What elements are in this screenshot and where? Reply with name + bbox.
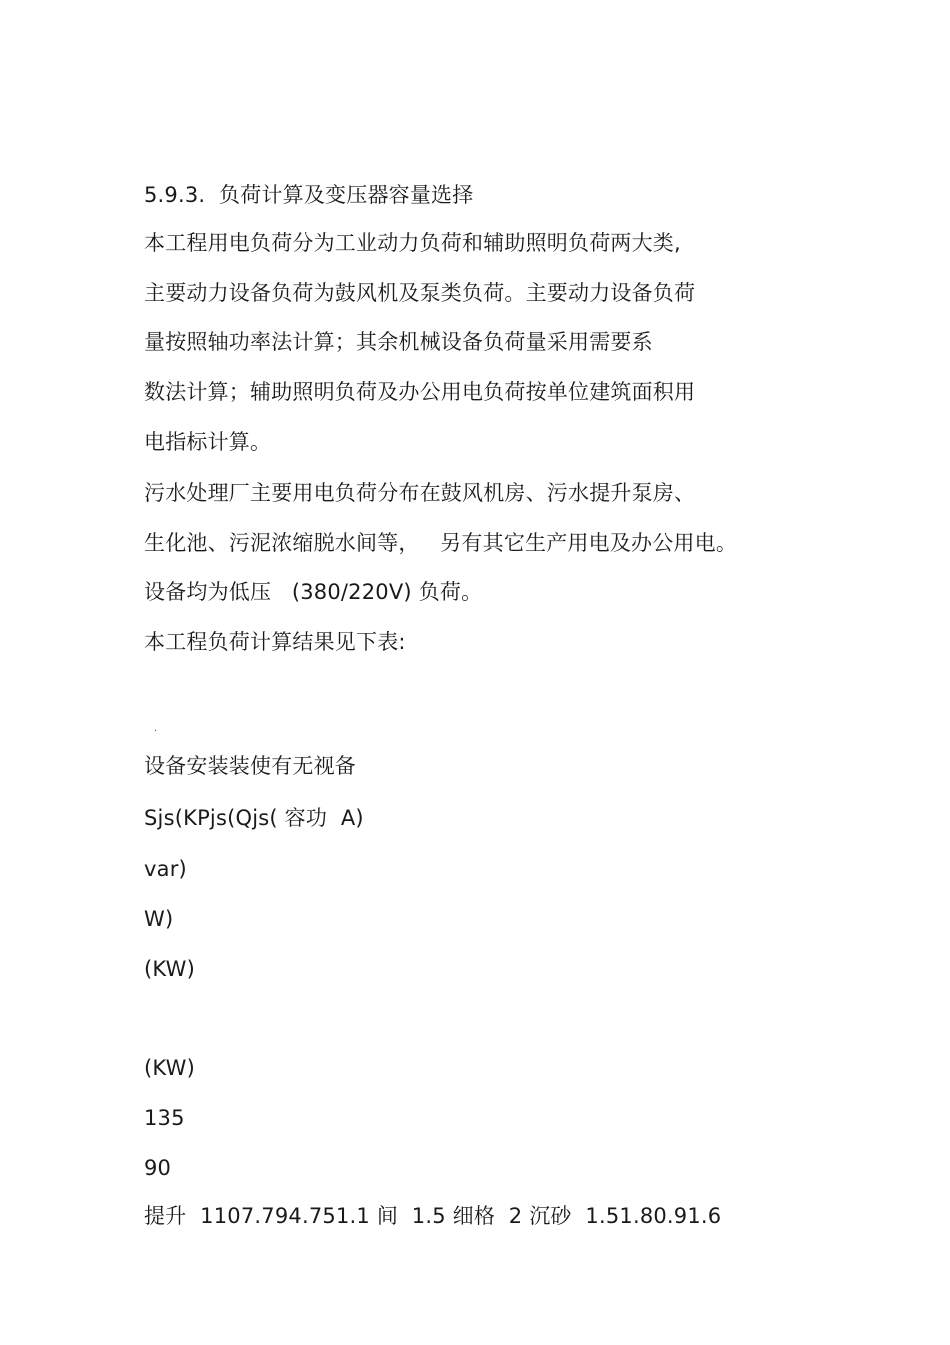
- paragraph1-line-1: 本工程用电负荷分为工业动力负荷和辅助照明负荷两大类,: [144, 231, 681, 255]
- table-fragment-5: (KW): [144, 957, 195, 981]
- paragraph2-line-3: 设备均为低压 (380/220V) 负荷。: [144, 580, 483, 604]
- table-fragment-7: 135: [144, 1106, 185, 1130]
- paragraph1-line-5: 电指标计算。: [144, 430, 272, 454]
- table-fragment-2: Sjs(KPjs(Qjs( 容功 A): [144, 806, 364, 830]
- stray-mark: .: [154, 723, 158, 734]
- paragraph2-line-2: 生化池、污泥浓缩脱水间等， 另有其它生产用电及办公用电。: [144, 531, 738, 555]
- table-fragment-3: var): [144, 857, 187, 881]
- table-fragment-8: 90: [144, 1156, 172, 1180]
- paragraph1-line-2: 主要动力设备负荷为鼓风机及泵类负荷。主要动力设备负荷: [144, 281, 696, 305]
- table-fragment-4: W): [144, 907, 174, 931]
- section-heading: 5.9.3. 负荷计算及变压器容量选择: [144, 183, 474, 207]
- paragraph2-line-1: 污水处理厂主要用电负荷分布在鼓风机房、污水提升泵房、: [144, 481, 696, 505]
- table-fragment-9: 提升 1107.794.751.1 间 1.5 细格 2 沉砂 1.51.80.91.6: [144, 1204, 722, 1228]
- paragraph2-line-4: 本工程负荷计算结果见下表:: [144, 630, 406, 654]
- table-fragment-1: 设备安装装使有无视备: [144, 754, 356, 778]
- paragraph1-line-3: 量按照轴功率法计算；其余机械设备负荷量采用需要系: [144, 330, 653, 354]
- paragraph1-line-4: 数法计算；辅助照明负荷及办公用电负荷按单位建筑面积用: [144, 380, 696, 404]
- table-fragment-6: (KW): [144, 1056, 195, 1080]
